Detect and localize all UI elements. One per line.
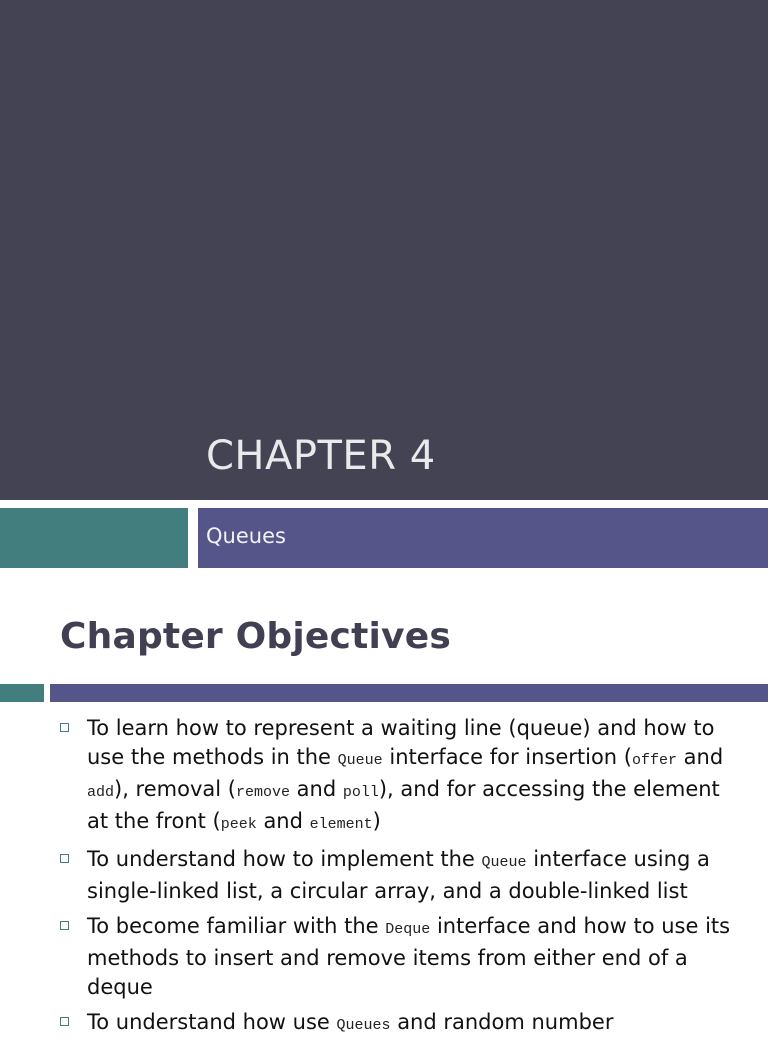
- code-term: Queues: [336, 1017, 391, 1034]
- objectives-list: [60, 714, 740, 1046]
- accent-bar-purple-long: [50, 684, 768, 702]
- objective-text: and: [256, 809, 310, 833]
- title-slide-background: [0, 0, 768, 500]
- objective-text: and: [289, 777, 343, 801]
- objective-text: and random number: [390, 1010, 614, 1034]
- code-term: element: [309, 816, 373, 833]
- objective-text: To understand how use: [87, 1010, 337, 1034]
- objectives-heading: Chapter Objectives: [60, 616, 451, 657]
- objective-text: and: [677, 745, 724, 769]
- square-bullet-icon: [60, 1017, 69, 1026]
- code-term: poll: [342, 784, 379, 801]
- objective-text: interface for insertion (: [382, 745, 632, 769]
- code-term: Queue: [481, 854, 527, 871]
- square-bullet-icon: [60, 723, 69, 732]
- objective-item: [60, 714, 740, 839]
- objective-item: [60, 912, 740, 1002]
- code-term: offer: [631, 752, 677, 769]
- square-bullet-icon: [60, 921, 69, 930]
- objective-text: To understand how to implement the: [87, 847, 482, 871]
- code-term: Queue: [337, 752, 383, 769]
- objective-text: interface and how to use its methods to insert and remove items from either end of a deque: [87, 914, 731, 999]
- chapter-title: CHAPTER 4: [206, 433, 436, 479]
- objective-text: ): [372, 809, 381, 833]
- code-term: add: [87, 784, 115, 801]
- objective-text: To become familiar with the: [87, 914, 386, 938]
- chapter-subtitle: Queues: [206, 524, 286, 548]
- objective-item: [60, 1008, 740, 1040]
- code-term: remove: [235, 784, 290, 801]
- objective-text: interface using a single-linked list, a circular array, and a double-linked list: [87, 847, 710, 903]
- objective-item: [60, 845, 740, 906]
- accent-bar-teal-small: [0, 684, 44, 702]
- code-term: peek: [220, 816, 257, 833]
- square-bullet-icon: [60, 854, 69, 863]
- objective-text: To learn how to represent a waiting line (queue) and how to use the methods in the: [87, 716, 715, 769]
- code-term: Deque: [385, 921, 431, 938]
- accent-bar-teal: [0, 508, 188, 568]
- objective-text: ), and for accessing the element at the front (: [87, 777, 720, 833]
- objective-text: ), removal (: [114, 777, 236, 801]
